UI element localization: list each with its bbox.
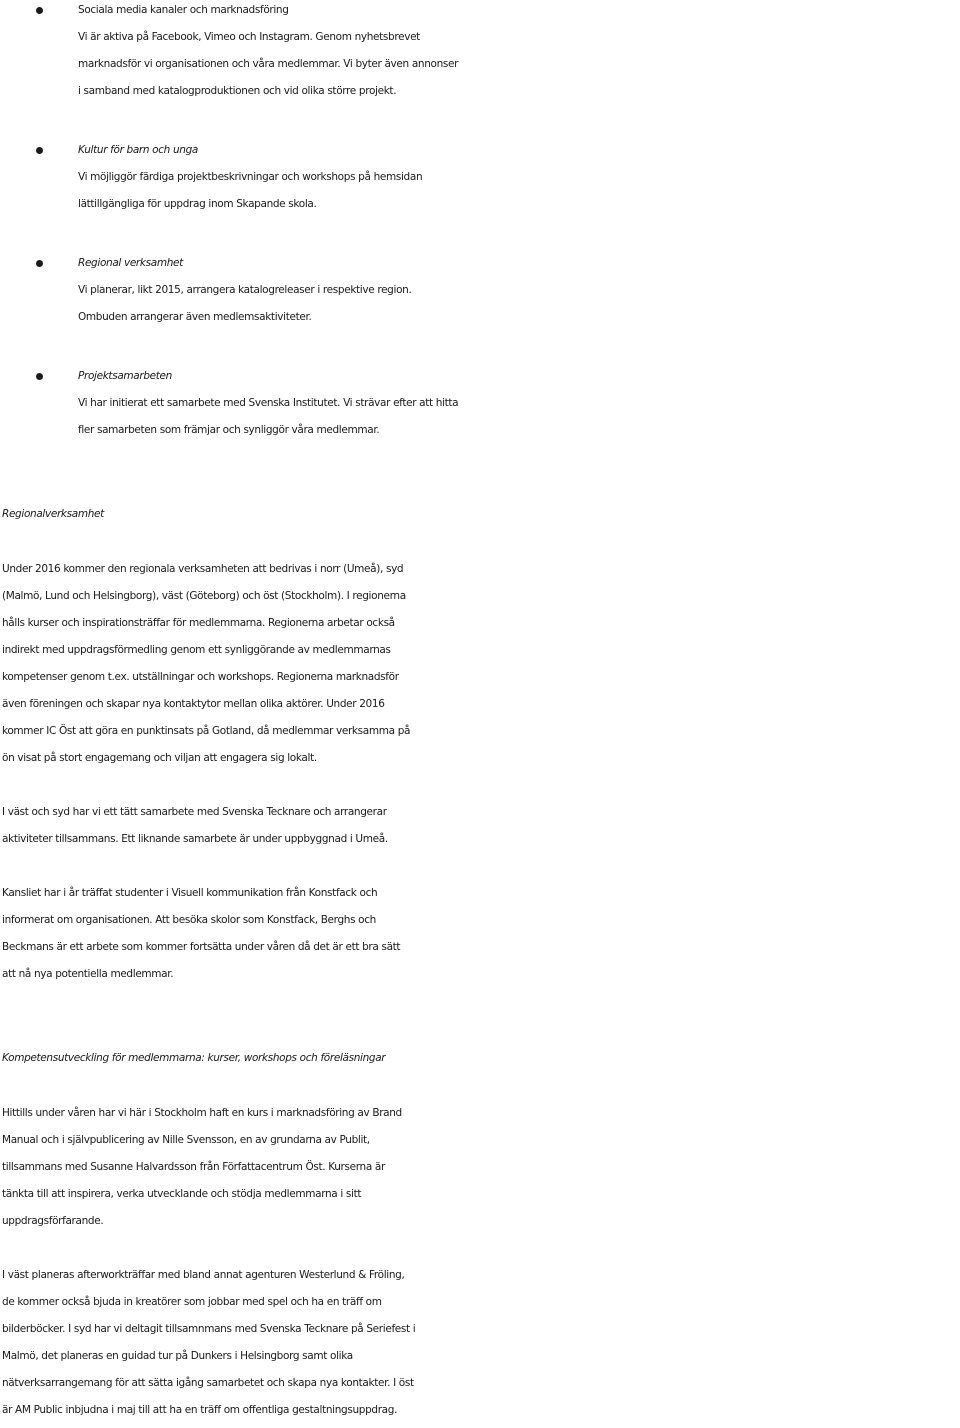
bullet-item-projekt	[0, 363, 960, 444]
section-heading: Regionalverksamhet	[2, 508, 104, 520]
paragraph	[2, 556, 958, 772]
text-line: tänkta till att inspirera, verka utvecklande och stödja medlemmarna i sitt	[2, 1188, 362, 1200]
bullet-line: Ombuden arrangerar även medlemsaktiviteter.	[78, 311, 312, 323]
section-regionalverksamhet	[2, 501, 958, 988]
paragraph	[2, 1100, 958, 1235]
text-line: Kansliet har i år träffat studenter i Visuell kommunikation från Konstfack och	[2, 887, 378, 899]
bullet-title: Regional verksamhet	[78, 257, 183, 269]
bullet-line: marknadsför vi organisationen och våra medlemmar. Vi byter även annonser	[78, 58, 459, 70]
bullet-dot-icon	[36, 7, 43, 14]
bullet-line: Vi är aktiva på Facebook, Vimeo och Instagram. Genom nyhetsbrevet	[78, 31, 420, 43]
text-line: bilderböcker. I syd har vi deltagit tillsamnmans med Svenska Tecknare på Seriefest i	[2, 1323, 416, 1335]
bullet-line: lättillgängliga för uppdrag inom Skapande skola.	[78, 198, 317, 210]
text-line: uppdragsförfarande.	[2, 1215, 104, 1227]
text-line: Malmö, det planeras en guidad tur på Dunkers i Helsingborg samt olika	[2, 1350, 353, 1362]
bullet-item-sociala-media	[0, 0, 960, 105]
paragraph	[2, 1262, 958, 1424]
bullet-line: i samband med katalogproduktionen och vid olika större projekt.	[78, 85, 397, 97]
bullet-title: Kultur för barn och unga	[78, 144, 198, 156]
text-line: nätverksarrangemang för att sätta igång samarbetet och skapa nya kontakter. I öst	[2, 1377, 414, 1389]
text-line: aktiviteter tillsammans. Ett liknande samarbete är under uppbyggnad i Umeå.	[2, 833, 388, 845]
bullet-title: Projektsamarbeten	[78, 370, 172, 382]
text-line: informerat om organisationen. Att besöka skolor som Konstfack, Berghs och	[2, 914, 376, 926]
text-line: tillsammans med Susanne Halvardsson från Författacentrum Öst. Kurserna är	[2, 1161, 385, 1173]
text-line: ön visat på stort engagemang och viljan att engagera sig lokalt.	[2, 752, 317, 764]
text-line: även föreningen och skapar nya kontaktytor mellan olika aktörer. Under 2016	[2, 698, 385, 710]
bullet-line: Vi planerar, likt 2015, arrangera katalogreleaser i respektive region.	[78, 284, 412, 296]
bullet-line: Vi har initierat ett samarbete med Svenska Institutet. Vi strävar efter att hitta	[78, 397, 459, 409]
text-line: Under 2016 kommer den regionala verksamheten att bedrivas i norr (Umeå), syd	[2, 563, 404, 575]
paragraph	[2, 799, 958, 853]
bullet-dot-icon	[36, 373, 43, 380]
text-line: hålls kurser och inspirationsträffar för medlemmarna. Regionerna arbetar också	[2, 617, 395, 629]
bullet-line: Vi möjliggör färdiga projektbeskrivningar och workshops på hemsidan	[78, 171, 423, 183]
text-line: (Malmö, Lund och Helsingborg), väst (Göteborg) och öst (Stockholm). I regionerna	[2, 590, 406, 602]
section-kompetensutveckling	[2, 1045, 958, 1424]
bullet-title: Sociala media kanaler och marknadsföring	[78, 4, 289, 16]
text-line: I väst planeras afterworkträffar med bland annat agenturen Westerlund & Fröling,	[2, 1269, 405, 1281]
text-line: Hittills under våren har vi här i Stockholm haft en kurs i marknadsföring av Brand	[2, 1107, 402, 1119]
text-line: kompetenser genom t.ex. utställningar och workshops. Regionerna marknadsför	[2, 671, 399, 683]
text-line: indirekt med uppdragsförmedling genom ett synliggörande av medlemmarnas	[2, 644, 391, 656]
section-heading: Kompetensutveckling för medlemmarna: kurser, workshops och föreläsningar	[2, 1052, 386, 1064]
text-line: kommer IC Öst att göra en punktinsats på Gotland, då medlemmar verksamma på	[2, 725, 411, 737]
bullet-item-regional	[0, 250, 960, 331]
text-line: I väst och syd har vi ett tätt samarbete med Svenska Tecknare och arrangerar	[2, 806, 387, 818]
text-line: att nå nya potentiella medlemmar.	[2, 968, 174, 980]
paragraph	[2, 880, 958, 988]
text-line: Manual och i självpublicering av Nille Svensson, en av grundarna av Publit,	[2, 1134, 370, 1146]
bullet-item-kultur	[0, 137, 960, 218]
text-line: Beckmans är ett arbete som kommer fortsätta under våren då det är ett bra sätt	[2, 941, 401, 953]
text-line: de kommer också bjuda in kreatörer som jobbar med spel och ha en träff om	[2, 1296, 382, 1308]
bullet-list	[0, 0, 960, 476]
bullet-line: fler samarbeten som främjar och synliggör våra medlemmar.	[78, 424, 380, 436]
bullet-dot-icon	[36, 147, 43, 154]
text-line: är AM Public inbjudna i maj till att ha en träff om offentliga gestaltningsuppdrag.	[2, 1404, 398, 1416]
bullet-dot-icon	[36, 260, 43, 267]
